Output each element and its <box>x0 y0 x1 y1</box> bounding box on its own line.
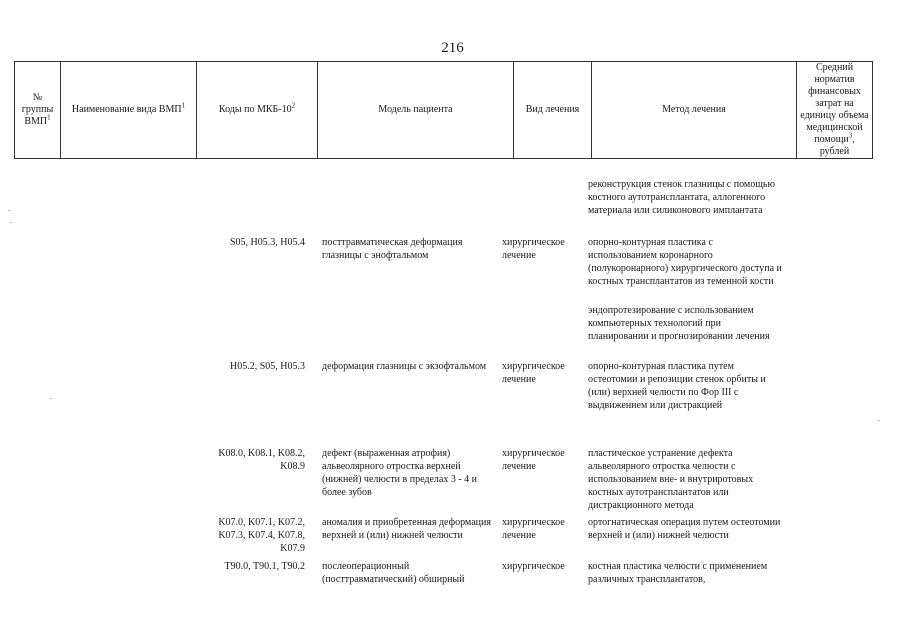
method-cell: эндопротезирование с использованием компьютерных технологий при планировании и прогнозировании лечения <box>588 305 770 342</box>
header-patient-model <box>318 62 514 159</box>
header-treatment-method <box>592 62 797 159</box>
header-group-number <box>15 62 61 159</box>
patient-model-cell: дефект (выраженная атрофия) альвеолярного отростка верхней (нижней) челюсти в пределах 3 - 4 и более зубов <box>322 448 478 498</box>
page-number: 216 <box>441 40 464 56</box>
patient-model-cell: аномалия и приобретенная деформация верхней и (или) нижней челюсти <box>322 517 491 541</box>
treatment-type-cell: хирургическое лечение <box>502 237 565 261</box>
header-model-label: Модель пациента <box>378 104 453 115</box>
header-icd-codes <box>197 62 318 159</box>
method-cell: костная пластика челюсти с применением различных трансплантатов, <box>588 561 768 585</box>
footnote-mark: 3 <box>848 131 853 140</box>
method-cell: опорно-контурная пластика путем остеотомии и репозиции стенок орбиты и (или) верхней челюсти по Фор III с выдвижением или дистракцией <box>588 361 766 411</box>
method-cell: опорно-контурная пластика с использованием коронарного (полукоронарного) хирургического доступа и костных трансплантатов из теменной кости <box>588 237 782 287</box>
header-cost-label: Средний норматив финансовых затрат на единицу объема медицинской помощи <box>800 62 869 145</box>
table-header <box>14 61 873 159</box>
treatment-type-cell: хирургическое <box>502 561 565 572</box>
header-cost-tail: , рублей <box>819 134 855 157</box>
icd-codes-cell: K07.0, K07.1, K07.2, K07.3, K07.4, K07.8, K07.9 <box>218 517 305 554</box>
icd-codes-cell: K08.0, K08.1, K08.2, K08.9 <box>218 448 305 472</box>
scan-artifact <box>878 420 880 421</box>
icd-codes-cell: S05, H05.3, H05.4 <box>229 237 305 248</box>
patient-model-cell: деформация глазницы с экзофтальмом <box>322 361 487 372</box>
treatment-type-cell: хирургическое лечение <box>502 517 565 541</box>
header-average-cost <box>797 62 873 159</box>
header-treatment-type <box>514 62 592 159</box>
header-group-label: группы ВМП <box>21 104 54 127</box>
treatment-type-cell: хирургическое лечение <box>502 448 565 472</box>
footnote-mark: 2 <box>291 101 296 110</box>
treatment-type-cell: хирургическое лечение <box>502 361 565 385</box>
method-cell: реконструкция стенок глазницы с помощью костного аутотрансплантата, аллогенного материала или силиконового имплантата <box>588 179 775 216</box>
patient-model-cell: посттравматическая деформация глазницы с энофтальмом <box>322 237 463 261</box>
scan-artifact <box>10 222 12 223</box>
method-cell: ортогнатическая операция путем остеотомии верхней и (или) нижней челюсти <box>588 517 781 541</box>
header-method-label: Метод лечения <box>662 104 726 115</box>
header-group-no: № <box>32 92 43 103</box>
method-cell: пластическое устранение дефекта альвеолярного отростка челюсти с использованием вне- и внутриротовых костных аутотрансплантатов или дистракционного метода <box>588 448 754 511</box>
patient-model-cell: послеоперационный (посттравматический) обширный <box>322 561 465 585</box>
header-treatment-label: Вид лечения <box>525 104 580 115</box>
header-name-label: Наименование вида ВМП <box>71 104 182 115</box>
icd-codes-cell: H05.2, S05, H05.3 <box>229 361 305 372</box>
footnote-mark: 1 <box>181 101 186 110</box>
icd-codes-cell: T90.0, T90.1, T90.2 <box>224 561 305 572</box>
footnote-mark: 1 <box>47 113 51 122</box>
scan-artifact <box>50 398 52 399</box>
scan-artifact <box>8 210 10 211</box>
header-vmp-name <box>61 62 197 159</box>
header-codes-label: Коды по МКБ-10 <box>218 104 292 115</box>
